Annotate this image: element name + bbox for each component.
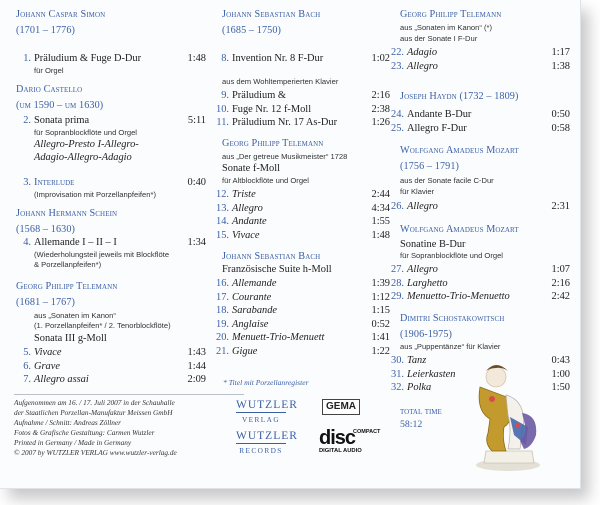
total-time-label: total time (400, 406, 442, 417)
composer-telemann-2: Georg Philipp Telemann (222, 138, 324, 149)
track-14: 14. Andante 1:55 (216, 216, 390, 228)
mozart-2-track-list (384, 263, 570, 304)
telemann-3-note-2: aus der Sonate I F-Dur (400, 34, 478, 43)
telemann-2-track-list (209, 188, 390, 242)
track-20: 20. Menuett-Trio-Menuett 1:41 (216, 332, 390, 344)
composer-mozart-2: Wolfgang Amadeus Mozart (400, 224, 519, 235)
track-26: 26. Allegro 2:31 (391, 201, 570, 212)
track-3: 3. Interlude 0:40 (23, 177, 206, 188)
track-29: 29. Menuetto-Trio-Menuetto 2:42 (391, 291, 570, 303)
track-3-note: (Improvisation mit Porzellanpfeifen*) (34, 190, 156, 199)
track-11: 11. Präludium Nr. 17 As-Dur 1:26 (216, 117, 390, 129)
track-25: 25. Allegro F-Dur 0:58 (391, 122, 570, 134)
track-13: 13. Allegro 4:34 (216, 202, 390, 214)
track-23: 23. Allegro 1:38 (391, 60, 570, 72)
track-1: 1. Präludium & Fuge D-Dur 1:48 (23, 53, 206, 64)
track-2-movements-1: Allegro-Presto I-Allegro- (34, 139, 139, 150)
track-12: 12. Triste 2:44 (216, 189, 390, 200)
track-32: 32. Polka 1:50 (391, 382, 570, 394)
telemann-2-note: aus „Der getreue Musikmeister“ 1728 (222, 152, 348, 161)
track-17: 17. Courante 1:12 (216, 291, 390, 303)
credits-line-1: Aufgenommen am 16. / 17. Juli 2007 in der Schauhalle (14, 398, 175, 407)
credits-line-3: Aufnahme / Schnitt: Andreas Zöllner (14, 418, 122, 428)
track-4: 4. Allemande I – II – I 1:34 (23, 237, 206, 248)
track-15: 15. Vivace 1:48 (216, 229, 390, 241)
track-2-note: für Sopranblockflöte und Orgel (34, 128, 137, 137)
gema-logo: GEMA (322, 399, 360, 415)
mozart-note-2: für Klavier (400, 187, 435, 196)
total-time-value: 58:12 (400, 419, 423, 430)
mozart-2-title: Sonatine B-Dur (400, 239, 466, 250)
credits-block (14, 398, 234, 459)
composer-castello: Dario Castello (um 1590 – um 1630) (16, 84, 104, 111)
mozart-note-1: aus der Sonate facile C-Dur (400, 176, 494, 185)
track-9: 9. Präludium & 2:16 (221, 90, 390, 101)
track-7: 7. Allegro assai 2:09 (23, 374, 206, 386)
composer-schein: Johann Hermann Schein (1568 – 1630) (16, 208, 118, 235)
telemann-3-note-1: aus „Sonaten im Kanon“ (*) (400, 23, 493, 32)
composer-telemann-1: Georg Philipp Telemann (1681 – 1767) (16, 281, 118, 308)
track-4-note-2: & Porzellanpfeifen*) (34, 260, 102, 269)
credits-line-6: © 2007 by WUTZLER VERLAG www.wutzler-verlag.de (14, 448, 177, 458)
track-22: 22. Adagio 1:17 (391, 47, 570, 58)
suite-title: Französische Suite h-Moll (222, 264, 332, 275)
wtk-note: aus dem Wohltemperierten Klavier (222, 77, 339, 86)
telemann-track-list (16, 346, 206, 387)
composer-bach-2: Johann Sebastian Bach (222, 251, 321, 262)
track-19: 19. Anglaise 0:52 (216, 318, 390, 330)
compact-disc-logo-digital-audio: DIGITAL AUDIO (319, 448, 362, 454)
track-1-note: für Orgel (34, 66, 64, 75)
composer-schostakowitsch: Dimitri Schostakowitsch (1906-1975) (400, 313, 505, 340)
track-10: 10. Fuge Nr. 12 f-Moll 2:38 (216, 103, 390, 115)
porcelain-figurine-image (462, 355, 548, 473)
telemann-sonata-title: Sonata III g-Moll (34, 333, 107, 344)
total-time (400, 405, 442, 431)
telemann-note-1: aus „Sonaten im Kanon“ (34, 311, 116, 320)
telemann-2-note-2: für Altblockflöte und Orgel (222, 176, 309, 185)
track-2-movements-2: Adagio-Allegro-Adagio (34, 152, 132, 163)
composer-bach-1: Johann Sebastian Bach (1685 – 1750) (222, 9, 321, 36)
track-8: 8. Invention Nr. 8 F-Dur 1:02 (221, 53, 390, 64)
wutzler-verlag-logo: WUTZLER VERLAG (236, 399, 298, 424)
credits-divider (14, 394, 244, 395)
track-24: 24. Andante B-Dur 0:50 (391, 109, 570, 120)
track-4-note-1: (Wiederholungsteil jeweils mit Blockflöte (34, 250, 170, 259)
haydn-track-list (384, 108, 570, 135)
track-28: 28. Larghetto 2:16 (391, 277, 570, 289)
track-5: 5. Vivace 1:43 (23, 347, 206, 358)
telemann-note-2: (1. Porzellanpfeifen* / 2. Tenorblockflöte) (34, 321, 171, 330)
track-30: 30. Tanz 0:43 (391, 355, 570, 366)
composer-telemann-3: Georg Philipp Telemann (400, 9, 502, 20)
telemann-2-title: Sonate f-Moll (222, 163, 281, 174)
credits-line-4: Fotos & Grafische Gestaltung: Carmen Wutzler (14, 428, 155, 438)
composer-haydn: Joseph Haydn (1732 – 1809) (400, 91, 519, 102)
track-16: 16. Allemande 1:39 (216, 278, 390, 289)
track-2: 2. Sonata prima 5:11 (23, 115, 206, 126)
telemann-3-track-list (384, 46, 570, 73)
compact-disc-logo (319, 428, 379, 458)
composer-mozart-1: Wolfgang Amadeus Mozart (1756 – 1791) (400, 145, 519, 172)
track-21: 21. Gigue 1:22 (216, 345, 390, 357)
schostakowitsch-note: aus „Puppentänze“ für Klavier (400, 342, 501, 351)
credits-line-2: der Staatlichen Porzellan-Manufaktur Meissen GmbH (14, 408, 173, 418)
track-6: 6. Grave 1:44 (23, 360, 206, 372)
compact-disc-logo-compact: COMPACT (353, 429, 381, 435)
mozart-2-note: für Sopranblockflöte und Orgel (400, 251, 503, 260)
suite-track-list (209, 277, 390, 359)
track-18: 18. Sarabande 1:15 (216, 305, 390, 317)
credits-line-5: Printed in Germany / Made in Germany (14, 438, 132, 448)
porzellan-legend: * Titel mit Porzellanregister (223, 378, 309, 387)
wutzler-records-logo: WUTZLER RECORDS (236, 430, 298, 455)
wtk-track-list (209, 89, 390, 130)
track-27: 27. Allegro 1:07 (391, 264, 570, 275)
composer-simon: Johann Caspar Simon (1701 – 1776) (16, 9, 106, 36)
track-31: 31. Leierkasten 1:00 (391, 368, 570, 380)
compact-disc-logo-disc: disc (319, 427, 356, 449)
